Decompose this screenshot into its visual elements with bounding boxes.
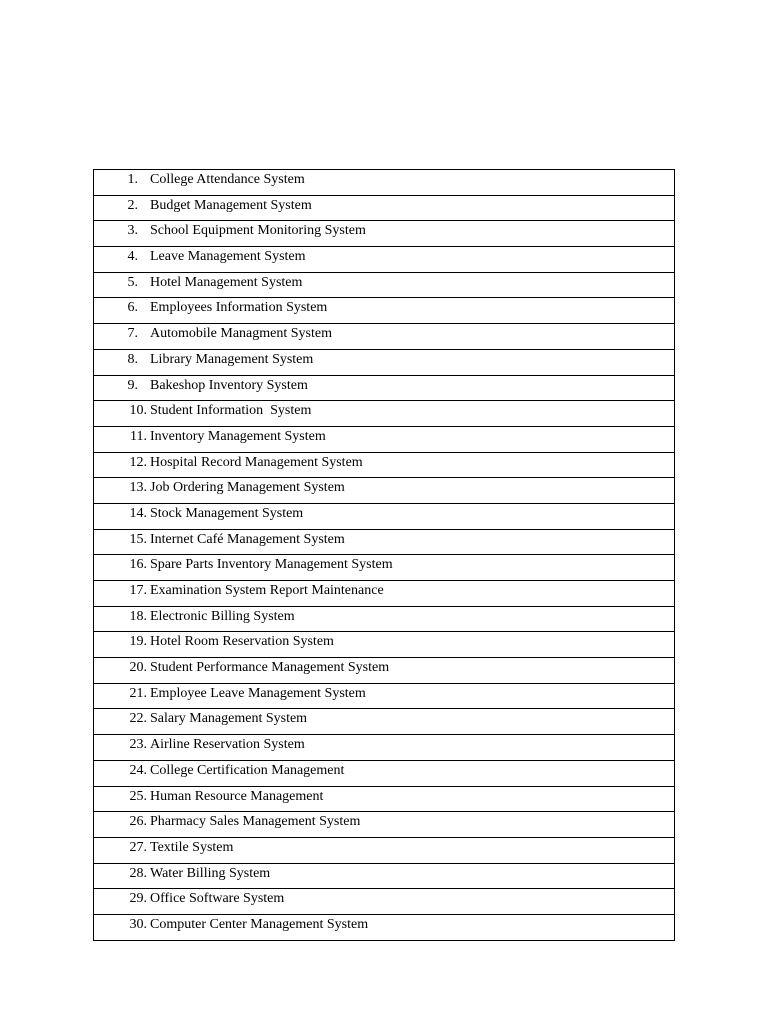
list-item <box>94 401 675 427</box>
item-number: 3. <box>127 223 138 239</box>
table-row <box>94 863 675 889</box>
item-label: Textile System <box>150 839 234 855</box>
table-row <box>94 735 675 761</box>
item-number: 28. <box>129 865 147 881</box>
item-label: Internet Café Management System <box>150 531 345 547</box>
table-row <box>94 298 675 324</box>
list-item <box>94 658 675 684</box>
item-label: College Attendance System <box>150 172 305 187</box>
item-label: Budget Management System <box>150 197 312 213</box>
item-number: 21. <box>129 685 147 701</box>
list-item <box>94 812 675 838</box>
item-label: Spare Parts Inventory Management System <box>150 557 393 573</box>
item-label: College Certification Management <box>150 762 345 778</box>
item-number: 29. <box>129 891 147 907</box>
table-row <box>94 426 675 452</box>
item-label: Employee Leave Management System <box>150 685 366 701</box>
item-number: 12. <box>129 454 147 470</box>
table-row <box>94 529 675 555</box>
table-row <box>94 195 675 221</box>
item-label: Inventory Management System <box>150 428 326 444</box>
list-item <box>94 606 675 632</box>
table-row <box>94 170 675 196</box>
list-item <box>94 555 675 581</box>
item-number: 24. <box>129 762 147 778</box>
item-number: 7. <box>127 326 138 342</box>
item-label: Leave Management System <box>150 249 306 265</box>
list-item <box>94 683 675 709</box>
table-row <box>94 683 675 709</box>
item-number: 14. <box>129 505 147 521</box>
list-item <box>94 478 675 504</box>
item-number: 1. <box>127 172 138 187</box>
item-label: Airline Reservation System <box>150 737 305 753</box>
table-row <box>94 889 675 915</box>
item-label: Office Software System <box>150 891 285 907</box>
table-row <box>94 632 675 658</box>
item-number: 15. <box>129 531 147 547</box>
table-row <box>94 837 675 863</box>
table-row <box>94 914 675 940</box>
list-item <box>94 632 675 658</box>
list-item <box>94 786 675 812</box>
item-label: Electronic Billing System <box>150 608 295 624</box>
list-item <box>94 529 675 555</box>
item-label: Student Performance Management System <box>150 660 390 676</box>
list-item <box>94 837 675 863</box>
table-row <box>94 349 675 375</box>
item-number: 26. <box>129 814 147 830</box>
item-number: 19. <box>129 634 147 650</box>
list-item <box>94 889 675 915</box>
item-number: 18. <box>129 608 147 624</box>
item-number: 17. <box>129 583 147 598</box>
list-item <box>94 863 675 889</box>
table-row <box>94 606 675 632</box>
item-label: Employees Information System <box>150 300 328 316</box>
item-number: 11. <box>130 428 147 444</box>
list-item <box>94 298 675 324</box>
list-item <box>94 503 675 529</box>
list-item <box>94 709 675 735</box>
item-label: Human Resource Management <box>150 788 324 804</box>
table-row <box>94 247 675 273</box>
item-number: 4. <box>127 249 138 265</box>
table-row <box>94 760 675 786</box>
item-number: 10. <box>129 403 147 419</box>
item-number: 22. <box>129 711 147 727</box>
system-list-body <box>94 170 675 941</box>
list-item <box>94 735 675 761</box>
list-item <box>94 581 675 607</box>
item-number: 25. <box>129 788 147 804</box>
item-number: 2. <box>127 197 138 213</box>
list-item <box>94 272 675 298</box>
table-row <box>94 452 675 478</box>
system-list-table <box>93 169 675 941</box>
list-item <box>94 375 675 401</box>
table-row <box>94 812 675 838</box>
list-item <box>94 247 675 273</box>
item-number: 23. <box>129 737 147 753</box>
table-row <box>94 272 675 298</box>
table-row <box>94 478 675 504</box>
list-item <box>94 914 675 940</box>
item-label: Salary Management System <box>150 711 308 727</box>
item-number: 27. <box>129 839 147 855</box>
item-label: Student Information System <box>150 403 312 419</box>
list-item <box>94 221 675 247</box>
item-number: 13. <box>129 480 147 496</box>
table-row <box>94 375 675 401</box>
item-number: 5. <box>127 274 138 290</box>
item-number: 30. <box>129 916 147 932</box>
item-label: Examination System Report Maintenance <box>150 583 384 598</box>
item-label: Automobile Managment System <box>150 326 332 342</box>
list-item <box>94 195 675 221</box>
table-row <box>94 555 675 581</box>
item-label: School Equipment Monitoring System <box>150 223 366 239</box>
table-row <box>94 658 675 684</box>
table-row <box>94 786 675 812</box>
item-number: 6. <box>127 300 138 316</box>
list-item <box>94 452 675 478</box>
item-label: Stock Management System <box>150 505 304 521</box>
item-number: 20. <box>129 660 147 676</box>
item-label: Job Ordering Management System <box>150 480 345 496</box>
item-label: Hospital Record Management System <box>150 454 363 470</box>
item-label: Library Management System <box>150 351 314 367</box>
item-label: Hotel Room Reservation System <box>150 634 334 650</box>
list-item <box>94 170 675 196</box>
table-row <box>94 709 675 735</box>
item-label: Bakeshop Inventory System <box>150 377 308 393</box>
item-number: 16. <box>129 557 147 573</box>
list-item <box>94 760 675 786</box>
table-row <box>94 324 675 350</box>
item-label: Pharmacy Sales Management System <box>150 814 361 830</box>
item-label: Water Billing System <box>150 865 271 881</box>
list-item <box>94 324 675 350</box>
table-row <box>94 581 675 607</box>
item-number: 8. <box>127 351 138 367</box>
list-item <box>94 426 675 452</box>
item-number: 9. <box>127 377 138 393</box>
table-row <box>94 221 675 247</box>
table-row <box>94 503 675 529</box>
item-label: Computer Center Management System <box>150 916 369 932</box>
item-label: Hotel Management System <box>150 274 303 290</box>
list-item <box>94 349 675 375</box>
table-row <box>94 401 675 427</box>
